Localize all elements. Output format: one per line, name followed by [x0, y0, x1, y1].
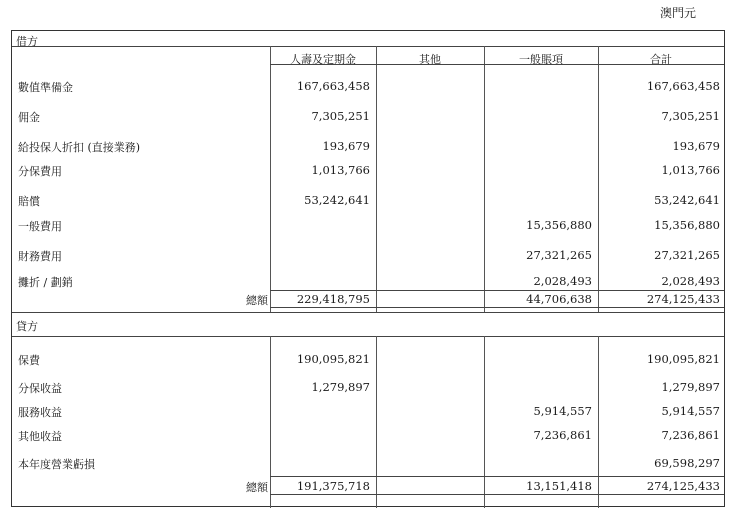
column-header-total: 合計	[650, 53, 672, 66]
row-label: 財務費用	[18, 250, 62, 263]
section-divider	[12, 312, 724, 313]
column-divider	[376, 46, 377, 312]
total-value: 193,679	[672, 139, 720, 153]
row-label: 分保收益	[18, 382, 62, 395]
column-divider	[484, 46, 485, 312]
general-value: 27,321,265	[526, 248, 592, 262]
column-header-other: 其他	[419, 53, 441, 66]
double-underline	[270, 494, 724, 495]
life-value: 167,663,458	[296, 79, 370, 93]
row-label: 其他收益	[18, 430, 62, 443]
life-value: 7,305,251	[311, 109, 370, 123]
total-value: 5,914,557	[661, 404, 720, 418]
column-divider	[376, 336, 377, 508]
general-value: 2,028,493	[533, 274, 592, 288]
grand-total: 274,125,433	[646, 479, 720, 493]
total-value: 2,028,493	[661, 274, 720, 288]
header-underline	[270, 64, 724, 65]
row-label: 佣金	[18, 111, 40, 124]
row-label: 數值準備金	[18, 81, 73, 94]
general-total: 13,151,418	[526, 479, 592, 493]
life-total: 229,418,795	[296, 292, 370, 306]
divider	[12, 336, 724, 337]
total-value: 69,598,297	[654, 456, 720, 470]
row-label: 賠償	[18, 195, 40, 208]
grand-total: 274,125,433	[646, 292, 720, 306]
total-rule	[270, 290, 724, 291]
life-value: 190,095,821	[296, 352, 370, 366]
total-value: 53,242,641	[654, 193, 720, 207]
life-total: 191,375,718	[296, 479, 370, 493]
debit-section-title: 借方	[16, 35, 38, 48]
general-total: 44,706,638	[526, 292, 592, 306]
row-label: 攤折 / 劃銷	[18, 276, 73, 289]
life-value: 1,279,897	[311, 380, 370, 394]
general-value: 5,914,557	[533, 404, 592, 418]
total-value: 15,356,880	[654, 218, 720, 232]
total-value: 190,095,821	[646, 352, 720, 366]
row-label: 一般費用	[18, 220, 62, 233]
row-label: 保費	[18, 354, 40, 367]
total-value: 167,663,458	[646, 79, 720, 93]
total-value: 7,305,251	[661, 109, 720, 123]
total-value: 1,279,897	[661, 380, 720, 394]
total-rule	[270, 476, 724, 477]
currency-label: 澳門元	[660, 6, 697, 20]
life-value: 1,013,766	[311, 163, 370, 177]
row-label: 本年度營業虧損	[18, 458, 95, 471]
statement-table	[11, 30, 725, 507]
total-value: 27,321,265	[654, 248, 720, 262]
credit-section-title: 貸方	[16, 320, 38, 333]
general-value: 7,236,861	[533, 428, 592, 442]
row-label: 給投保人折扣 (直接業務)	[18, 141, 141, 154]
general-value: 15,356,880	[526, 218, 592, 232]
divider	[12, 46, 724, 47]
total-value: 7,236,861	[661, 428, 720, 442]
total-value: 1,013,766	[661, 163, 720, 177]
row-label: 服務收益	[18, 406, 62, 419]
total-label: 總額	[246, 294, 268, 307]
life-value: 193,679	[322, 139, 370, 153]
life-value: 53,242,641	[304, 193, 370, 207]
total-label: 總額	[246, 481, 268, 494]
column-header-general: 一般賬項	[519, 53, 563, 66]
row-label: 分保費用	[18, 165, 62, 178]
double-underline	[270, 307, 724, 308]
column-header-life: 人壽及定期金	[290, 53, 356, 66]
